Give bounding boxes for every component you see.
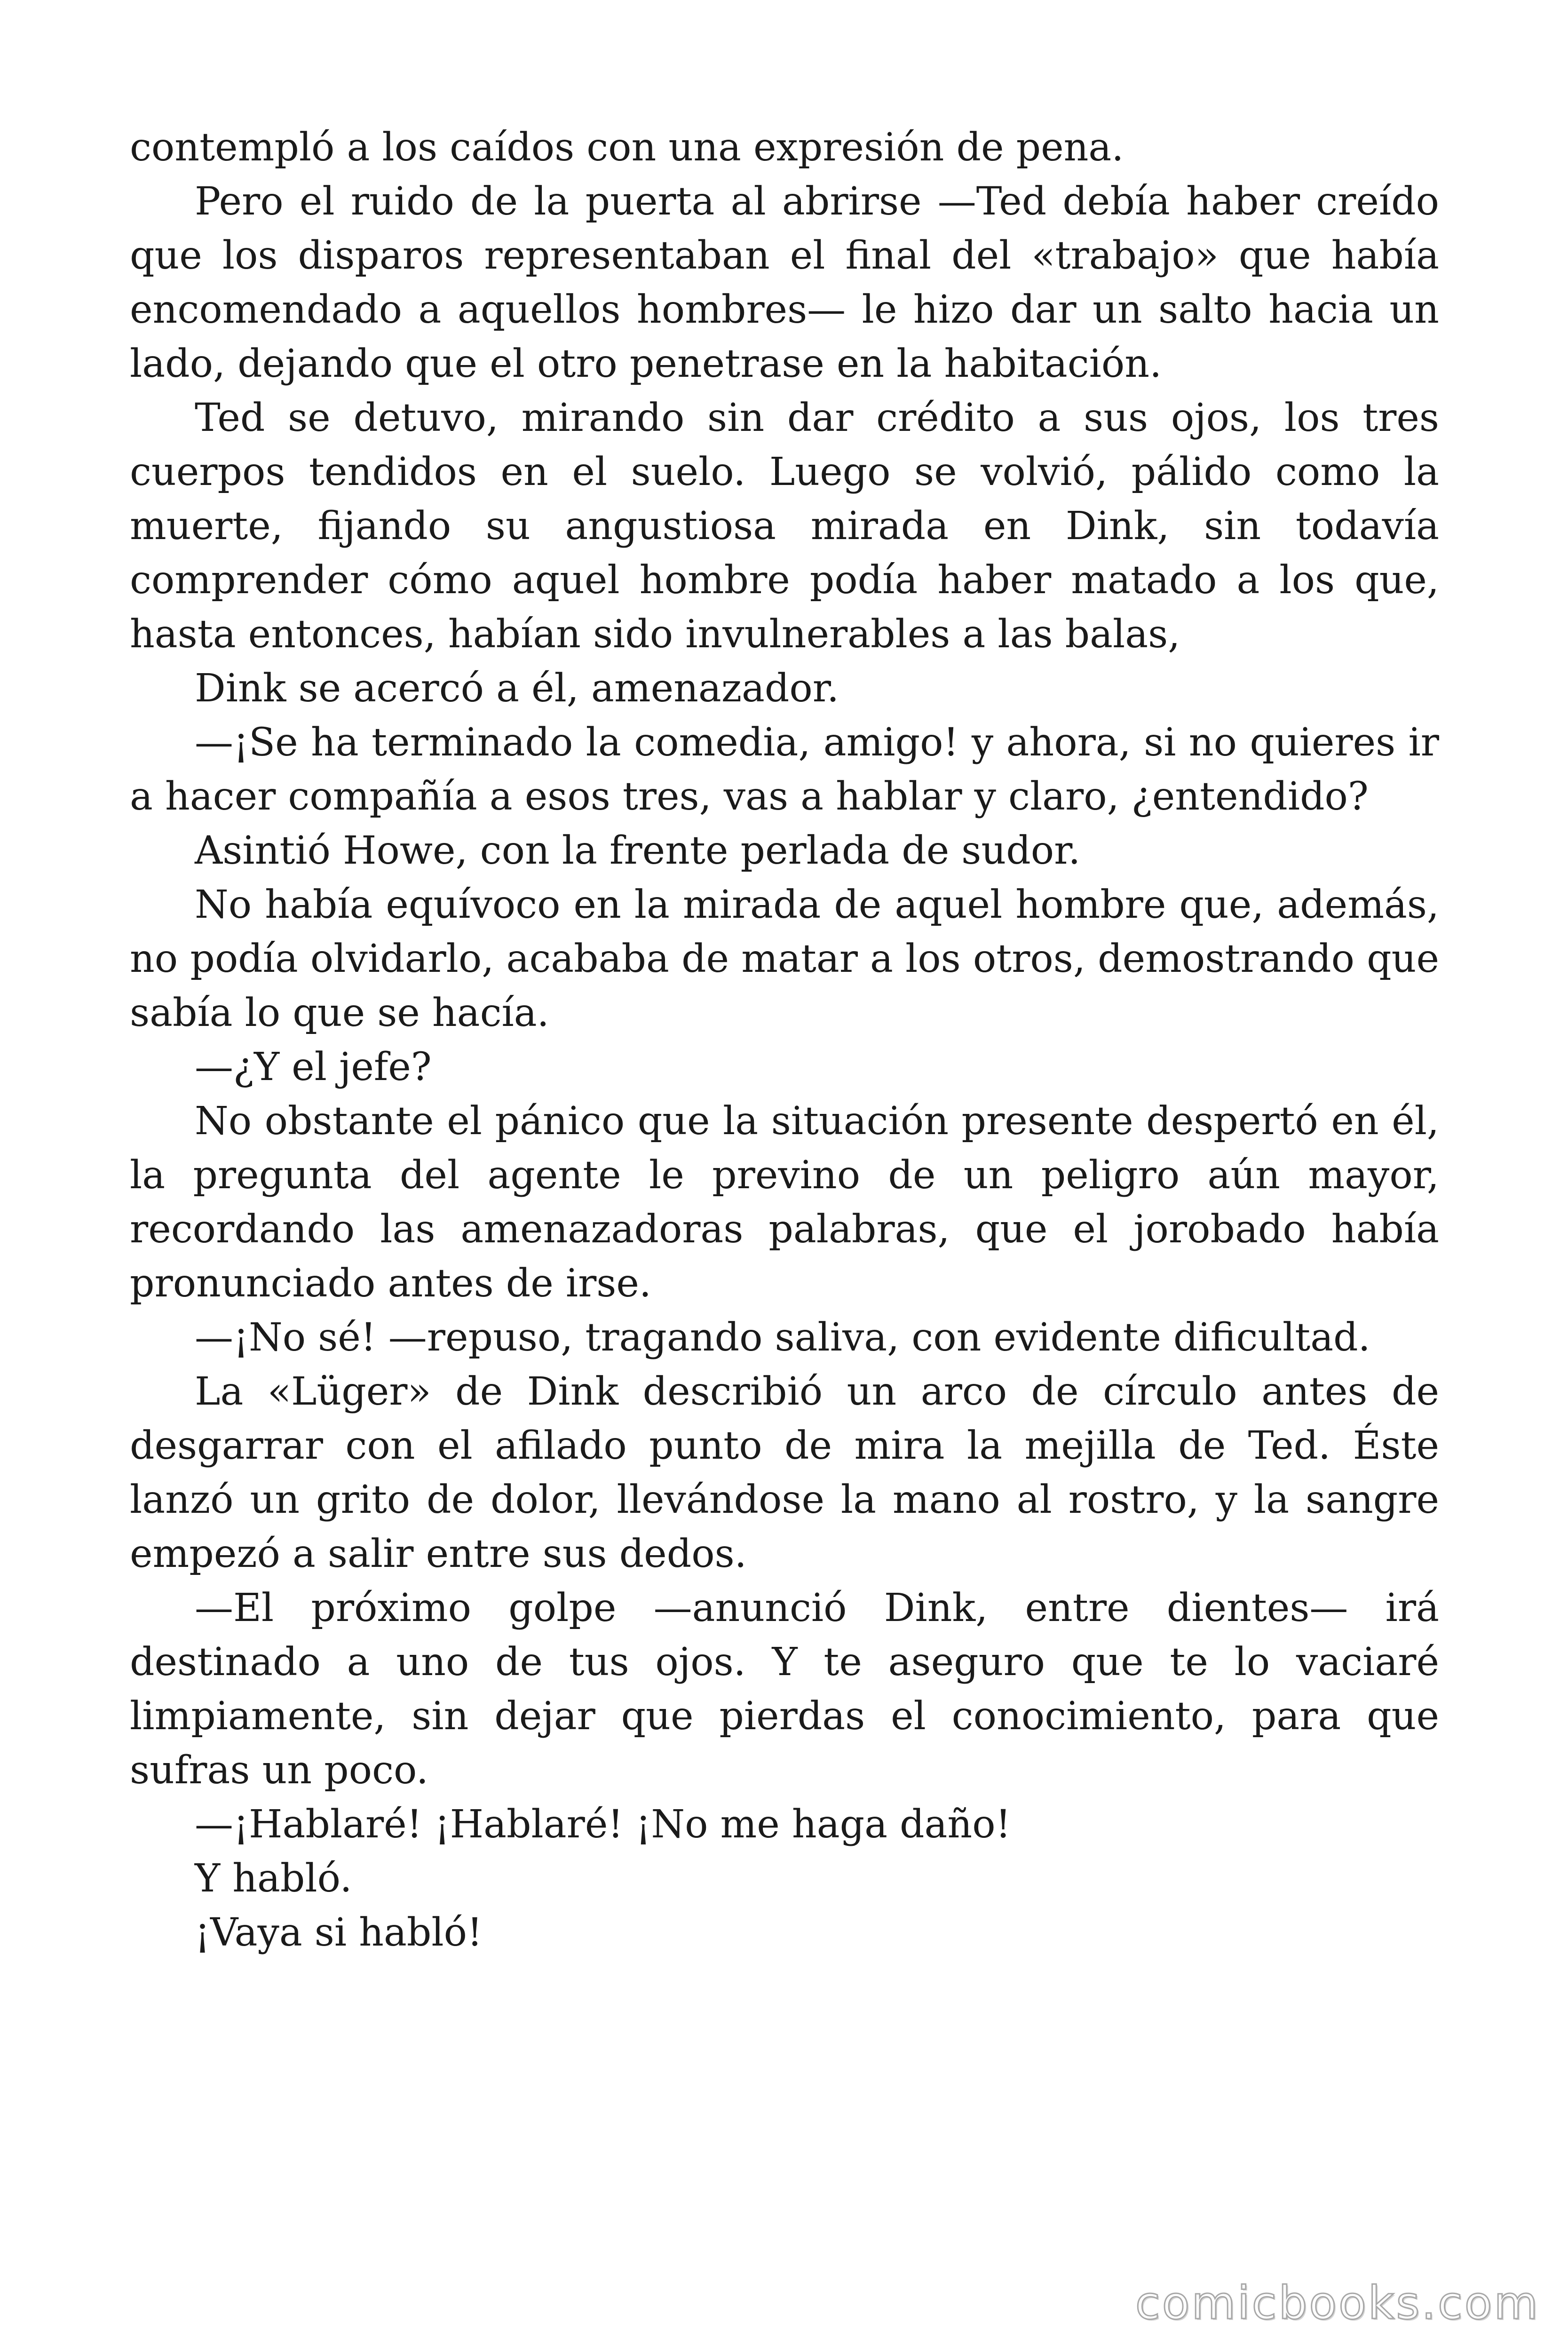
watermark: comicbooks.com <box>1135 2277 1540 2329</box>
paragraph: —¡No sé! —repuso, tragando saliva, con evidente dificultad. <box>195 1315 1370 1360</box>
paragraph: —¿Y el jefe? <box>195 1045 432 1089</box>
paragraph: Pero el ruido de la puerta al abrirse —Ted debía haber creído que los disparos representaban el final del «trabajo» que había encomendado a aquellos hombres— le hizo dar un salto hacia un lado, dejando que el otro penetrase en la habitación. <box>130 179 1439 386</box>
paragraph: ¡Vaya si habló! <box>195 1910 483 1955</box>
paragraph: Asintió Howe, con la frente perlada de sudor. <box>195 828 1081 873</box>
paragraph: Dink se acercó a él, amenazador. <box>195 666 839 711</box>
body-text <box>130 120 1439 1960</box>
paragraph: —¡Hablaré! ¡Hablaré! ¡No me haga daño! <box>195 1802 1011 1847</box>
paragraph: La «Lüger» de Dink describió un arco de círculo antes de desgarrar con el afilado punto de mira la mejilla de Ted. Éste lanzó un grito de dolor, llevándose la mano al rostro, y la sangre empezó a salir entre sus dedos. <box>130 1369 1439 1576</box>
paragraph: contempló a los caídos con una expresión de pena. <box>130 125 1124 170</box>
paragraph: —¡Se ha terminado la comedia, amigo! y ahora, si no quieres ir a hacer compañía a esos tres, vas a hablar y claro, ¿entendido? <box>130 720 1439 819</box>
paragraph: No había equívoco en la mirada de aquel hombre que, además, no podía olvidarlo, acababa de matar a los otros, demostrando que sabía lo que se hacía. <box>130 882 1439 1035</box>
paragraph: —El próximo golpe —anunció Dink, entre dientes— irá destinado a uno de tus ojos. Y te aseguro que te lo vaciaré limpiamente, sin dejar que pierdas el conocimiento, para que sufras un poco. <box>130 1586 1439 1793</box>
paragraph: Ted se detuvo, mirando sin dar crédito a sus ojos, los tres cuerpos tendidos en el suelo. Luego se volvió, pálido como la muerte, fijando su angustiosa mirada en Dink, sin todavía comprender cómo aquel hombre podía haber matado a los que, hasta entonces, habían sido invulnerables a las balas, <box>130 396 1439 657</box>
paragraph: Y habló. <box>195 1856 352 1901</box>
paragraph: No obstante el pánico que la situación presente despertó en él, la pregunta del agente le previno de un peligro aún mayor, recordando las amenazadoras palabras, que el jorobado había pronunciado antes de irse. <box>130 1099 1439 1306</box>
